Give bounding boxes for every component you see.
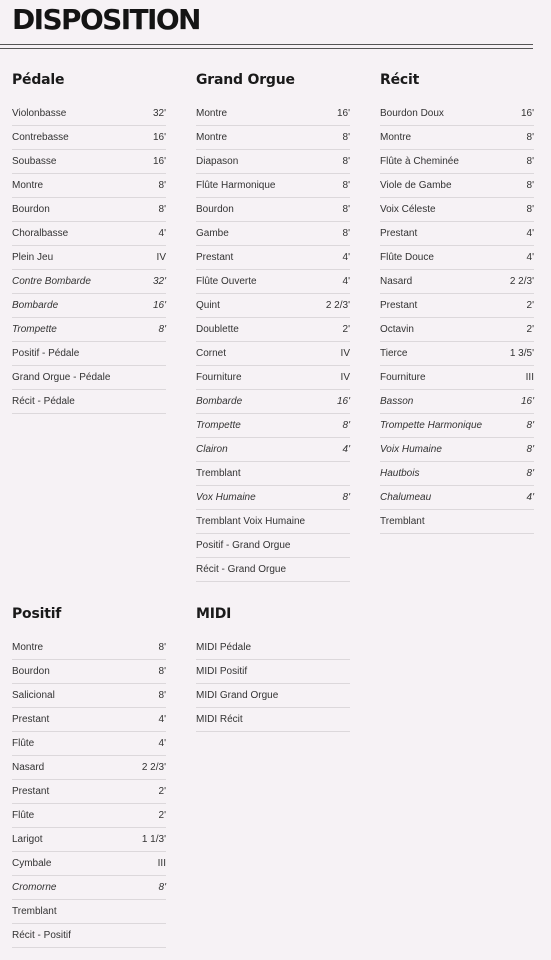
stop-name: Récit - Grand Orgue: [196, 564, 287, 575]
stop-name: Flûte Ouverte: [196, 276, 257, 287]
stop-name: Fourniture: [380, 372, 426, 383]
stop-row: [380, 318, 534, 342]
stop-pitch: III: [525, 372, 534, 383]
stop-pitch: 8': [342, 420, 350, 431]
stop-row: [196, 366, 350, 390]
stop-pitch: 4': [342, 252, 350, 263]
stop-row: [12, 318, 166, 342]
stop-row: [380, 510, 534, 534]
stop-row: [12, 390, 166, 414]
stop-row: [380, 198, 534, 222]
stop-name: MIDI Récit: [196, 714, 243, 725]
stop-row: [12, 708, 166, 732]
stop-row: [196, 318, 350, 342]
stop-row: [196, 438, 350, 462]
stop-pitch: 4': [158, 714, 166, 725]
stop-row: [380, 102, 534, 126]
stop-row: [380, 294, 534, 318]
stop-name: Montre: [12, 180, 44, 191]
stop-name: Bombarde: [12, 300, 59, 311]
page-title: DISPOSITION: [12, 3, 200, 36]
stop-name: Tremblant: [12, 906, 57, 917]
stop-row: [380, 438, 534, 462]
stop-name: Cymbale: [12, 858, 52, 869]
stop-pitch: 16': [520, 396, 534, 407]
stop-row: [380, 150, 534, 174]
stop-name: MIDI Positif: [196, 666, 248, 677]
stop-row: [380, 270, 534, 294]
stop-name: Quint: [196, 300, 220, 311]
stop-row: [12, 828, 166, 852]
stop-pitch: 32': [152, 276, 166, 287]
stop-name: Doublette: [196, 324, 239, 335]
stop-name: Choralbasse: [12, 228, 69, 239]
stop-pitch: 2 2/3': [325, 300, 350, 311]
stop-pitch: 2': [526, 324, 534, 335]
stop-pitch: 16': [152, 132, 166, 143]
section-pedale: [12, 68, 166, 414]
stop-name: Récit - Pédale: [12, 396, 75, 407]
stop-row: [12, 780, 166, 804]
stop-pitch: 8': [526, 132, 534, 143]
stop-name: Violonbasse: [12, 108, 67, 119]
stop-name: Octavin: [380, 324, 414, 335]
stop-name: Vox Humaine: [196, 492, 256, 503]
stop-name: Soubasse: [12, 156, 57, 167]
stop-pitch: 1 1/3': [141, 834, 166, 845]
stop-name: Prestant: [380, 228, 418, 239]
stop-list: [196, 102, 350, 582]
stop-pitch: 2 2/3': [141, 762, 166, 773]
stop-row: [196, 708, 350, 732]
stop-pitch: 8': [158, 180, 166, 191]
stop-pitch: 8': [158, 882, 166, 893]
stop-row: [196, 660, 350, 684]
stop-name: Prestant: [196, 252, 234, 263]
stop-name: Viole de Gambe: [380, 180, 452, 191]
stop-row: [12, 756, 166, 780]
stop-name: Voix Céleste: [380, 204, 436, 215]
stop-name: Flûte Harmonique: [196, 180, 276, 191]
stop-row: [12, 198, 166, 222]
stop-row: [196, 102, 350, 126]
stop-row: [196, 246, 350, 270]
stop-name: Contre Bombarde: [12, 276, 91, 287]
stop-row: [196, 270, 350, 294]
stop-name: MIDI Grand Orgue: [196, 690, 279, 701]
stop-name: Contrebasse: [12, 132, 69, 143]
stop-name: Positif - Pédale: [12, 348, 80, 359]
stop-name: Basson: [380, 396, 414, 407]
stop-name: Cornet: [196, 348, 227, 359]
stop-row: [196, 150, 350, 174]
stop-row: [196, 342, 350, 366]
stop-pitch: 8': [342, 132, 350, 143]
stop-row: [12, 852, 166, 876]
title-divider: [0, 44, 533, 49]
stop-name: Tremblant: [380, 516, 425, 527]
stop-name: Grand Orgue - Pédale: [12, 372, 111, 383]
stop-pitch: 16': [152, 300, 166, 311]
stop-row: [196, 510, 350, 534]
stop-pitch: 32': [152, 108, 166, 119]
stop-pitch: III: [157, 858, 166, 869]
stop-row: [196, 174, 350, 198]
stop-name: Bourdon: [12, 204, 50, 215]
stop-name: Diapason: [196, 156, 239, 167]
stop-name: Bourdon: [12, 666, 50, 677]
stop-pitch: 4': [342, 444, 350, 455]
stop-name: Hautbois: [380, 468, 420, 479]
stop-pitch: 4': [158, 228, 166, 239]
stop-row: [380, 366, 534, 390]
section-grand-orgue: [196, 68, 350, 582]
stop-row: [380, 390, 534, 414]
stop-name: Prestant: [12, 714, 50, 725]
stop-name: Clairon: [196, 444, 228, 455]
stop-pitch: 2': [342, 324, 350, 335]
stop-name: Trompette: [196, 420, 241, 431]
stop-row: [196, 126, 350, 150]
stop-name: Plein Jeu: [12, 252, 54, 263]
stop-pitch: 2': [158, 786, 166, 797]
stop-row: [12, 876, 166, 900]
stop-name: Larigot: [12, 834, 43, 845]
section-positif: [12, 602, 166, 948]
stop-name: Fourniture: [196, 372, 242, 383]
stop-pitch: 8': [158, 642, 166, 653]
stop-row: [12, 270, 166, 294]
stop-pitch: 8': [526, 420, 534, 431]
stop-pitch: 8': [526, 180, 534, 191]
stop-pitch: 8': [526, 444, 534, 455]
section-title: Grand Orgue: [196, 72, 295, 88]
stop-row: [380, 486, 534, 510]
stop-pitch: IV: [340, 372, 350, 383]
stop-list: [380, 102, 534, 534]
stop-pitch: 8': [342, 180, 350, 191]
stop-name: Positif - Grand Orgue: [196, 540, 291, 551]
section-title: Positif: [12, 606, 62, 622]
stop-name: Cromorne: [12, 882, 57, 893]
stop-row: [380, 246, 534, 270]
section-title: Récit: [380, 72, 420, 88]
stop-pitch: 4': [158, 738, 166, 749]
section-title: Pédale: [12, 72, 65, 88]
stop-name: Gambe: [196, 228, 229, 239]
stop-row: [196, 462, 350, 486]
stop-pitch: 8': [158, 666, 166, 677]
stop-pitch: 16': [336, 108, 350, 119]
stop-name: Flûte à Cheminée: [380, 156, 459, 167]
stop-name: Bombarde: [196, 396, 243, 407]
stop-list: [12, 102, 166, 414]
section-midi: [196, 602, 350, 732]
stop-pitch: 2': [158, 810, 166, 821]
stop-row: [196, 636, 350, 660]
stop-name: Tierce: [380, 348, 408, 359]
stop-pitch: 8': [158, 324, 166, 335]
stop-pitch: IV: [340, 348, 350, 359]
stop-pitch: 16': [336, 396, 350, 407]
stop-row: [12, 150, 166, 174]
stop-row: [12, 102, 166, 126]
stop-row: [196, 198, 350, 222]
stop-list: [196, 636, 350, 732]
stop-pitch: 4': [526, 228, 534, 239]
stop-name: Montre: [12, 642, 44, 653]
stop-pitch: 8': [342, 228, 350, 239]
stop-name: Tremblant: [196, 468, 241, 479]
stop-pitch: 8': [342, 204, 350, 215]
stop-row: [196, 294, 350, 318]
stop-name: Flûte: [12, 738, 35, 749]
stop-row: [12, 660, 166, 684]
stop-name: Tremblant Voix Humaine: [196, 516, 306, 527]
stop-row: [12, 174, 166, 198]
stop-row: [12, 294, 166, 318]
stop-name: Prestant: [380, 300, 418, 311]
stop-row: [12, 246, 166, 270]
stop-pitch: 2': [526, 300, 534, 311]
stop-row: [196, 390, 350, 414]
stop-row: [380, 126, 534, 150]
stop-row: [12, 366, 166, 390]
stop-pitch: 1 3/5': [509, 348, 534, 359]
stop-name: Salicional: [12, 690, 55, 701]
stop-list: [12, 636, 166, 948]
stop-row: [12, 636, 166, 660]
stop-pitch: 4': [342, 276, 350, 287]
stop-name: Flûte Douce: [380, 252, 434, 263]
stop-row: [196, 558, 350, 582]
stop-name: Flûte: [12, 810, 35, 821]
stop-name: Nasard: [380, 276, 413, 287]
stop-pitch: 8': [158, 690, 166, 701]
stop-row: [12, 222, 166, 246]
stop-pitch: 16': [520, 108, 534, 119]
stop-pitch: 8': [526, 468, 534, 479]
stop-row: [12, 342, 166, 366]
stop-row: [196, 486, 350, 510]
stop-name: Trompette: [12, 324, 57, 335]
section-title: MIDI: [196, 606, 232, 622]
stop-row: [196, 684, 350, 708]
stop-row: [12, 900, 166, 924]
stop-name: Prestant: [12, 786, 50, 797]
stop-name: Récit - Positif: [12, 930, 71, 941]
stop-pitch: 2 2/3': [509, 276, 534, 287]
stop-row: [12, 684, 166, 708]
stop-row: [196, 414, 350, 438]
stop-pitch: 8': [158, 204, 166, 215]
stop-name: Trompette Harmonique: [380, 420, 483, 431]
stop-name: Montre: [196, 108, 228, 119]
stop-name: Nasard: [12, 762, 45, 773]
stop-row: [12, 732, 166, 756]
stop-pitch: 8': [526, 204, 534, 215]
stop-pitch: 4': [526, 492, 534, 503]
stop-pitch: 8': [342, 156, 350, 167]
stop-row: [380, 414, 534, 438]
stop-row: [12, 804, 166, 828]
stop-row: [380, 222, 534, 246]
stop-row: [12, 126, 166, 150]
section-recit: [380, 68, 534, 534]
stop-pitch: 8': [342, 492, 350, 503]
stop-name: Voix Humaine: [380, 444, 442, 455]
stop-pitch: 4': [526, 252, 534, 263]
stop-name: MIDI Pédale: [196, 642, 252, 653]
stop-row: [380, 342, 534, 366]
stop-pitch: IV: [156, 252, 166, 263]
stop-row: [196, 222, 350, 246]
stop-pitch: 16': [152, 156, 166, 167]
stop-row: [380, 462, 534, 486]
stop-row: [380, 174, 534, 198]
stop-name: Bourdon: [196, 204, 234, 215]
stop-row: [196, 534, 350, 558]
stop-name: Chalumeau: [380, 492, 432, 503]
stop-name: Montre: [380, 132, 412, 143]
stop-row: [12, 924, 166, 948]
stop-name: Montre: [196, 132, 228, 143]
stop-pitch: 8': [526, 156, 534, 167]
stop-name: Bourdon Doux: [380, 108, 444, 119]
